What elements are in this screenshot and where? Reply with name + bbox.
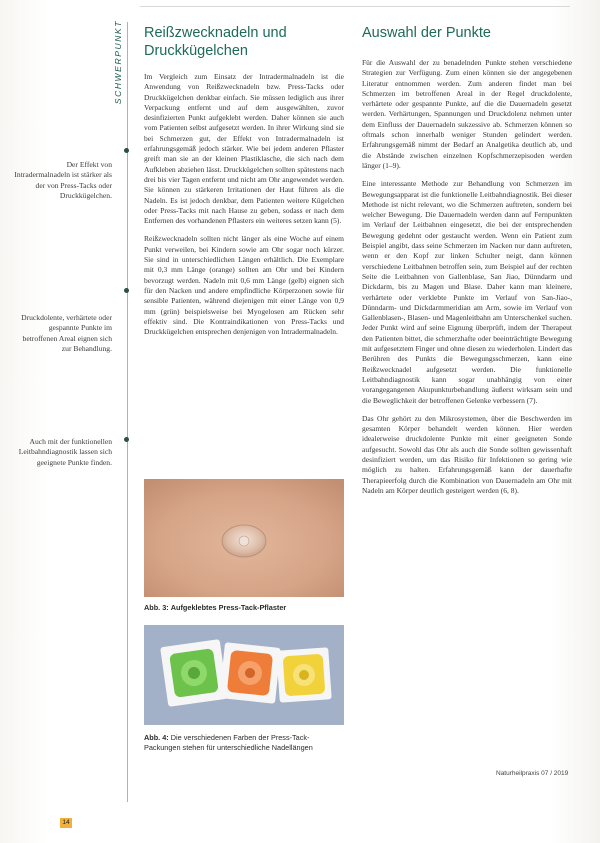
skin-photo	[144, 479, 344, 597]
package-yellow	[276, 647, 332, 703]
journal-footer: Naturheilpraxis 07 / 2019	[496, 770, 569, 777]
left-article-body	[144, 72, 344, 345]
bullet-dot	[124, 288, 129, 293]
needle-head	[239, 536, 249, 546]
bullet-dot	[124, 437, 129, 442]
right-article-title: Auswahl der Punkte	[362, 25, 491, 41]
package-green	[160, 639, 228, 707]
right-article-body	[362, 58, 572, 504]
caption-label: Abb. 3:	[144, 603, 169, 612]
paragraph: Das Ohr gehört zu den Mikrosystemen, über die Beschwerden im gesamten Körper behandelt werden können. Hier werden idealerweise druckdolente Punkte mit einer geeigneten Sonde aufgesucht. Sowohl das Ohr als auch die Sonde sollten gewissenhaft desinfiziert werden, um das Risiko für Infektionen so gering wie möglich zu halten. Erfahrungsgemäß kann der dauerhafte Therapieerfolg durch die Kombination von Dauernadeln am Ohr mit Nadeln am Körper deutlich gesteigert werden (6, 8).	[362, 413, 572, 495]
paragraph: Reißzwecknadeln sollten nicht länger als eine Woche auf einem Punkt verweilen, bei Kindern sowie am Ohr sogar noch kürzer. Sie sind in unterschiedlichen Längen erhältlich. Die Exemplare mit 0,3 mm Länge (orange) sollten am Ohr und bei Kindern bevorzugt werden. Nadeln mit 0,6 mm Länge (gelb) eignen sich für den Nacken und andere empfindliche Körperzonen sowie für sensible Patienten, während diejenigen mit einer Länge von 0,9 mm (grün) beispielsweise bei Myogelosen am Rücken sehr effektiv sind. Die Kontraindikationen von Press-Tacks und Druckkügelchen entsprechen denjenigen von Intradermalnadeln.	[144, 234, 344, 337]
figure-press-tack-skin	[144, 479, 344, 597]
left-article-title: Reißzwecknadeln und Druckkügelchen	[144, 25, 287, 59]
paragraph: Im Vergleich zum Einsatz der Intradermalnadeln ist die Anwendung von Reißzwecknadeln bzw. Press-Tacks oder Druckkügelchen denkbar einfach. Sie müssen lediglich aus ihrer Verpackung entfernt und auf dem ausgewählten, zuvor desinfizierten Punkt aufgeklebt werden. Daher können sie auch vom Patienten selbst aufgesetzt werden. In ihrer Wirkung sind sie bei Schmerzen gut, der Effekt von Intradermalnadeln ist erfahrungsgemäß jedoch stärker. Wie bei jedem anderen Pflaster greift man sie an der kleinen Plastiklasche, die sich nach dem Aufkleben abziehen lässt. Druckkügelchen sollten spätestens nach drei bis vier Tagen entfernt und nicht am Ohr angewendet werden. Sie können zu stärkeren Irritationen der Haut führen als die Nadeln. Es ist jedoch denkbar, dem Patienten weitere Kügelchen oder Press-Tacks mit nach Hause zu geben, sodass er nach dem Entfernen des vorhandenen Pflasters ein weiteres setzen kann (5).	[144, 72, 344, 226]
margin-note-3: Auch mit der funktionellen Leitbahndiagnostik lassen sich geeignete Punkte finden.	[18, 437, 112, 467]
packages-photo	[144, 625, 344, 725]
caption-text: Aufgeklebtes Press-Tack-Pflaster	[170, 603, 287, 612]
page-number: 14	[60, 818, 72, 828]
package-orange	[219, 642, 281, 704]
caption-label: Abb. 4:	[144, 733, 169, 742]
top-rule	[140, 6, 570, 7]
bullet-dot	[124, 148, 129, 153]
figure-3-caption	[144, 603, 344, 613]
figure-press-tack-packages	[144, 625, 344, 725]
margin-column	[0, 0, 118, 843]
margin-note-2: Druckdolente, verhärtete oder gespannte Punkte im betroffenen Areal eignen sich zur Behandlung.	[21, 313, 112, 354]
margin-note-1: Der Effekt von Intradermalnadeln ist stärker als der von Press-Tacks oder Druckkügelchen.	[14, 160, 112, 201]
section-label: SCHWERPUNKT	[113, 20, 123, 105]
paragraph: Eine interessante Methode zur Behandlung von Schmerzen im Bewegungsapparat ist die funktionelle Leitbahndiagnostik. Bei dieser Methode ist nicht relevant, wo die Schmerzen auftreten, sondern bei welcher Bewegung. Die Dauernadeln werden dann auf Fernpunkten im Verlauf der Leitbahnen eingesetzt, die bei der entsprechenden Bewegung gedehnt oder gestaucht werden. Wenn ein Patient zum Beispiel angibt, dass seine Schmerzen im Nacken nur dann auftreten, wenn er den Kopf zur linken Schulter neigt, dann können verschiedene Leitbahnen betroffen sein, zum Beispiel auf der rechten Seite die Leitbahnen von Gallenblase, San Jiao, Dünndarm und Dickdarm, bis zu Magen und Blase. Daher kann man kleinere, verhärtete oder verklebte Punkte im Verlauf von San-Jiao-, Dünndarm- und Dickdarmmeridian am Arm, sowie im Verlauf von Gallenblasen-, Blasen- und Magenleitbahn am Unterschenkel suchen. Jeder Punkt wird auf seine Eignung überprüft, indem der Therapeut den Patienten bittet, die schmerzhafte oder beeinträchtigte Bewegung mit aufgesetztem Finger und ohne diesen zu wiederholen. Lindert das Berühren des Punkts die Bewegungsschmerzen, kann eine Reißzwecknadel aufgesetzt werden. Die funktionelle Leitbahndiagnostik kann sogar unabhängig von einer vorangegangenen Akupunkturbehandlung äußerst wirksam sein und die Beweglichkeit der betroffenen Gelenke verbessern (7).	[362, 179, 572, 405]
caption-text: Die verschiedenen Farben der Press-Tack-Packungen stehen für unterschiedliche Nadellängen	[144, 733, 313, 752]
paragraph: Für die Auswahl der zu benadelnden Punkte stehen verschiedene Strategien zur Verfügung. Zum einen können sie der angegebenen Literatur entnommen werden. Zum anderen findet man bei Schmerzen im betroffenen Areal in der Regel druckdolente, verhärtete oder gespannte Punkte, auf die die Dauernadeln gesetzt werden. Verhärtungen, Spannungen und Druckdolenz nehmen unter dem Einfluss der Dauernadeln sukzessive ab. Schmerzen können so oftmals schon innerhalb weniger Stunden gelindert werden. Erfahrungsgemäß nimmt der Bedarf an Analgetika deutlich ab, und die Abstände zwischen einzelnen Kopfschmerzepisoden werden länger (1–9).	[362, 58, 572, 170]
margin-rule	[127, 22, 128, 802]
figure-4-caption	[144, 733, 344, 752]
